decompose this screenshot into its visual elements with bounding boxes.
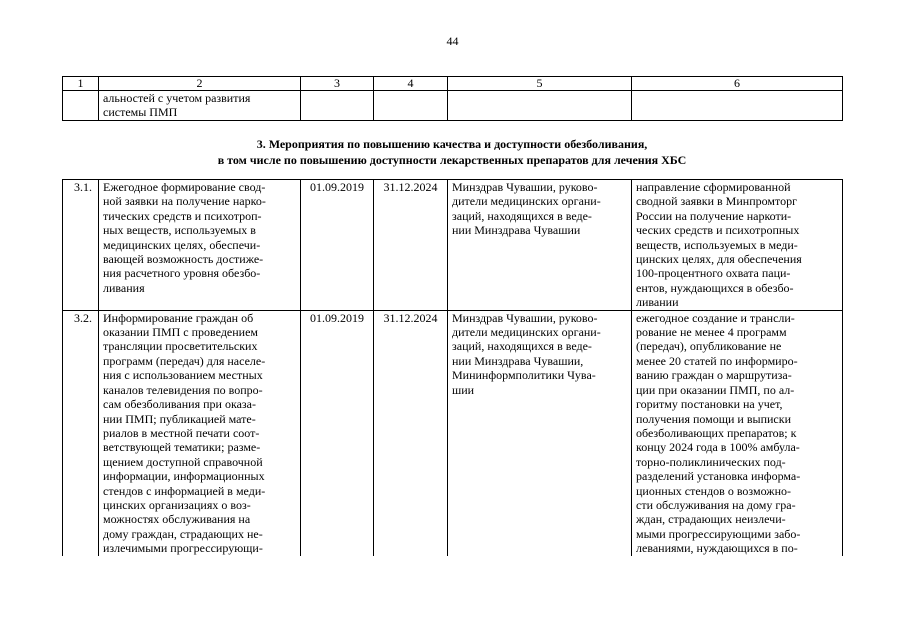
text-line: нии Минздрава Чувашии, bbox=[452, 353, 584, 368]
start-date: 01.09.2019 bbox=[301, 180, 374, 311]
text-line: ливании bbox=[636, 295, 679, 310]
activity-cell bbox=[99, 91, 301, 121]
text-line: концу 2024 года в 100% амбула- bbox=[636, 440, 800, 455]
text-line: России на получение наркоти- bbox=[636, 208, 792, 223]
text-line: излечимыми прогрессирующи- bbox=[103, 541, 263, 556]
text-line: дому граждан, страдающих не- bbox=[103, 526, 263, 541]
text-line: нии ПМП; публикацией мате- bbox=[103, 411, 256, 426]
text-line: щением доступной справочной bbox=[103, 454, 263, 469]
text-line: торно-поликлинических под- bbox=[636, 454, 786, 469]
page-number: 44 bbox=[446, 34, 459, 48]
result-cell bbox=[632, 180, 843, 311]
text-line: разделений установка информа- bbox=[636, 469, 801, 484]
row-number: 3.1. bbox=[63, 180, 99, 311]
text-line: нии Минздрава Чувашии bbox=[452, 223, 581, 238]
text-line: цинских целях, для обеспечения bbox=[636, 252, 802, 267]
text-line: ния с использованием местных bbox=[103, 368, 263, 383]
section-title-line: 3. Мероприятия по повышению качества и доступности обезболивания, bbox=[256, 137, 648, 151]
activity-cell bbox=[99, 310, 301, 555]
continued-row-table bbox=[62, 90, 843, 121]
section-title bbox=[62, 136, 842, 168]
measures-table bbox=[62, 179, 843, 556]
text-line: заций, находящихся в веде- bbox=[452, 339, 592, 354]
text-line: цинских организациях о воз- bbox=[103, 497, 251, 512]
column-number: 5 bbox=[448, 77, 632, 91]
text-line: Информирование граждан об bbox=[103, 310, 254, 325]
text-line: Мининформполитики Чува- bbox=[452, 368, 596, 383]
text-line: трансляции просветительских bbox=[103, 339, 258, 354]
text-line: шии bbox=[452, 382, 475, 397]
text-line: дители медицинских органи- bbox=[452, 194, 601, 209]
text-line: тических средств и психотроп- bbox=[103, 208, 262, 223]
text-line: ливания bbox=[103, 280, 145, 295]
result-cell bbox=[632, 310, 843, 555]
text-line: программ (передач) для населе- bbox=[103, 353, 266, 368]
text-line: ванию граждан о маршрутиза- bbox=[636, 368, 792, 383]
end-date: 31.12.2024 bbox=[374, 180, 448, 311]
text-line: 100-процентного охвата паци- bbox=[636, 266, 791, 281]
text-line: горитму постановки на учет, bbox=[636, 397, 783, 412]
text-line: Ежегодное формирование свод- bbox=[103, 180, 266, 194]
text-line: альностей с учетом развития bbox=[103, 91, 251, 105]
text-line: стендов с информацией в меди- bbox=[103, 483, 266, 498]
text-line: ния расчетного уровня обезбо- bbox=[103, 266, 261, 281]
text-line: ветствующей тематики; разме- bbox=[103, 440, 261, 455]
text-line: оказании ПМП с проведением bbox=[103, 325, 259, 340]
text-line: вающей возможность достиже- bbox=[103, 252, 264, 267]
text-line: информации, информационных bbox=[103, 469, 265, 484]
text-line: можностях обслуживания на bbox=[103, 512, 251, 527]
text-line: каналов телевидения по вопро- bbox=[103, 382, 263, 397]
text-line: леваниями, нуждающихся в по- bbox=[636, 541, 798, 556]
text-line: ентов, нуждающихся в обезбо- bbox=[636, 280, 794, 295]
section-title-line: в том числе по повышению доступности лекарственных препаратов для лечения ХБС bbox=[217, 153, 687, 167]
row-number: 3.2. bbox=[63, 310, 99, 555]
text-line: медицинских целях, обеспечи- bbox=[103, 237, 261, 252]
responsible-cell bbox=[448, 180, 632, 311]
text-line: сам обезболивания при оказа- bbox=[103, 397, 256, 412]
text-line: дители медицинских органи- bbox=[452, 325, 601, 340]
text-line: сводной заявки в Минпромторг bbox=[636, 194, 797, 209]
text-line: рование не менее 4 программ bbox=[636, 325, 787, 340]
text-line: ных веществ, используемых в bbox=[103, 223, 256, 238]
text-line: сти обслуживания на дому гра- bbox=[636, 497, 796, 512]
text-line: направление сформированной bbox=[636, 180, 791, 194]
table-row bbox=[63, 180, 843, 311]
text-line: мыми прогрессирующими забо- bbox=[636, 526, 801, 541]
text-line: риалов в местной печати соот- bbox=[103, 425, 260, 440]
column-number: 1 bbox=[63, 77, 99, 91]
column-number-header bbox=[62, 76, 843, 91]
text-line: ческих средств и психотропных bbox=[636, 223, 800, 238]
responsible-cell bbox=[448, 310, 632, 555]
column-number: 3 bbox=[301, 77, 374, 91]
text-line: Минздрав Чувашии, руково- bbox=[452, 310, 598, 325]
table-row bbox=[63, 310, 843, 555]
text-line: ежегодное создание и трансли- bbox=[636, 310, 795, 325]
table-row bbox=[63, 91, 843, 121]
text-line: менее 20 статей по информиро- bbox=[636, 353, 798, 368]
text-line: (передач), опубликование не bbox=[636, 339, 782, 354]
column-number: 4 bbox=[374, 77, 448, 91]
text-line: ждан, страдающих неизлечи- bbox=[636, 512, 786, 527]
end-date: 31.12.2024 bbox=[374, 310, 448, 555]
activity-cell bbox=[99, 180, 301, 311]
text-line: Минздрав Чувашии, руково- bbox=[452, 180, 598, 194]
column-number: 2 bbox=[99, 77, 301, 91]
text-line: заций, находящихся в веде- bbox=[452, 208, 592, 223]
text-line: ной заявки на получение нарко- bbox=[103, 194, 266, 209]
start-date: 01.09.2019 bbox=[301, 310, 374, 555]
text-line: ции при оказании ПМП, по ал- bbox=[636, 382, 795, 397]
text-line: системы ПМП bbox=[103, 105, 178, 120]
text-line: веществ, используемых в меди- bbox=[636, 237, 798, 252]
text-line: ционных стендов о возможно- bbox=[636, 483, 791, 498]
column-number: 6 bbox=[632, 77, 843, 91]
text-line: обезболивающих препаратов; к bbox=[636, 425, 797, 440]
text-line: получения помощи и выписки bbox=[636, 411, 791, 426]
